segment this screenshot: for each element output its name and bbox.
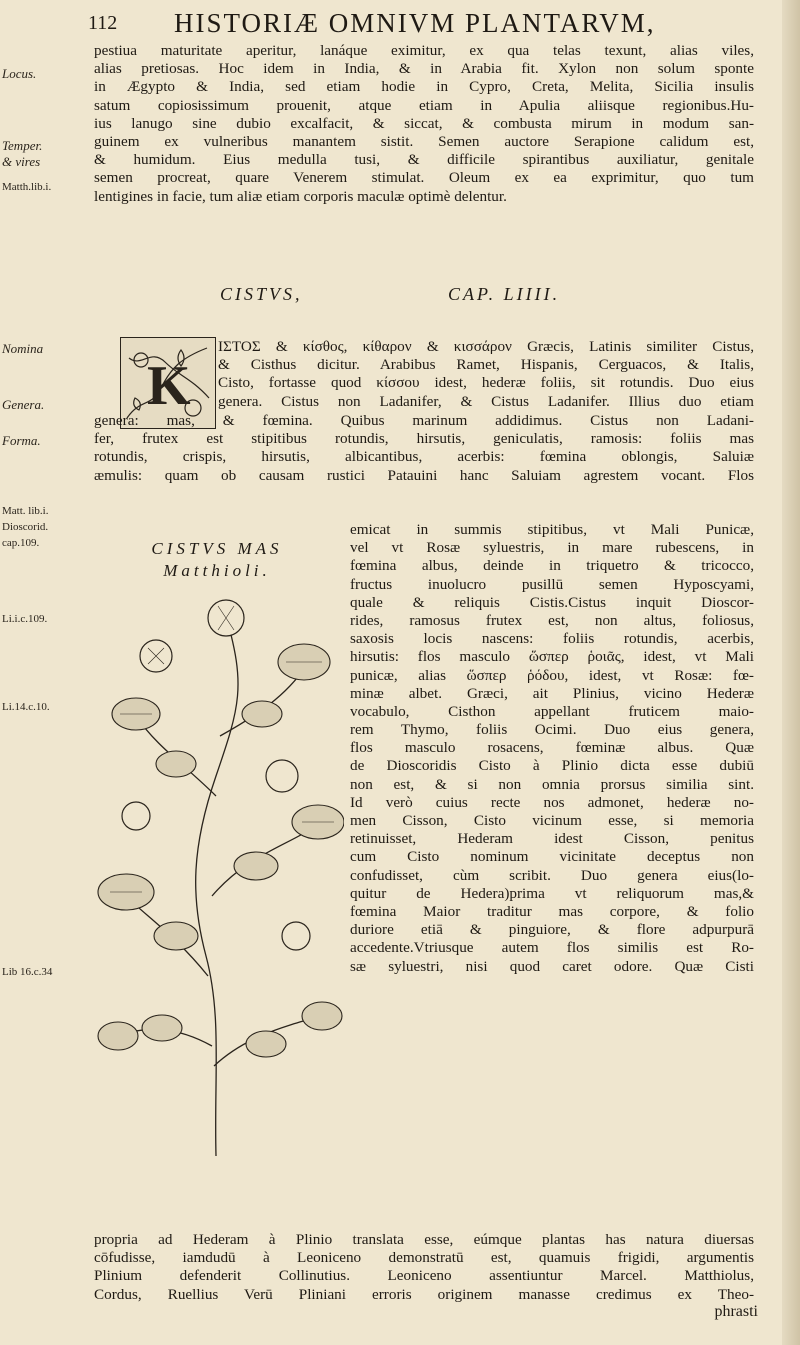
text-line: punicæ, alias ὥσπερ ῥόδου, idest, vt Rosæ: fœ- bbox=[350, 666, 754, 684]
margin-note-matth-lib: Matth.lib.i. bbox=[2, 181, 52, 193]
catchword: phrasti bbox=[714, 1303, 758, 1320]
body-paragraph-full bbox=[94, 412, 754, 485]
text-line: hirsutis: flos masculo ὥσπερ ῥοιᾶς, idest, vt Mali bbox=[350, 648, 754, 666]
margin-note-cap: cap.109. bbox=[2, 537, 40, 549]
text-line: cum Cisto nominum vicinitate deceptus non bbox=[350, 848, 754, 866]
text-line: rem Thymo, foliis Ocimi. Duo eius genera, bbox=[350, 721, 754, 739]
text-line: accedente.Vtriusque autem flos similis est Ro- bbox=[350, 939, 754, 957]
text-line: rides, ramosus frutex est, non altus, foliosus, bbox=[350, 611, 754, 629]
text-line: cōfudisse, iamdudū à Leoniceno demonstratū est, quamuis frigidi, argumentis bbox=[94, 1249, 754, 1267]
text-line: vel vt Rosæ syluestris, in mare rubescens, in bbox=[350, 539, 754, 557]
margin-note-vires: & vires bbox=[2, 154, 41, 169]
text-line: flos masculo rosacens, fœminæ albus. Quæ bbox=[350, 739, 754, 757]
text-line: de Dioscoridis Cisto à Plinio dicta esse dubiū bbox=[350, 757, 754, 775]
text-line: saxosis locis nascens: foliis rotundis, acerbis, bbox=[350, 630, 754, 648]
margin-note-matt-lib: Matt. lib.i. bbox=[2, 505, 49, 517]
text-line: genera. Cistus non Ladanifer, & Cistus Ladanifer. Illius duo etiam bbox=[218, 392, 754, 410]
text-line: fer, frutex est stipitibus rotundis, hirsutis, geniculatis, ramosis: foliis mas bbox=[94, 430, 754, 448]
initial-letter: K bbox=[147, 355, 191, 417]
figure-caption bbox=[92, 538, 342, 582]
text-line: genera: mas, & fœmina. Quibus marinum addidimus. Cistus non Ladani- bbox=[94, 412, 754, 429]
margin-note-genera: Genera. bbox=[2, 397, 45, 412]
chapter-heading bbox=[220, 284, 580, 306]
body-paragraph-bottom bbox=[94, 1231, 754, 1304]
text-line: alias pretiosas. Hoc idem in India, & in Arabia fit. Xylon non solum sponte bbox=[94, 60, 754, 78]
text-line: Cisto, fortasse quod κίσσου idest, hederæ foliis, sit rotundis. Duo eius bbox=[218, 374, 754, 392]
text-line: semen procreat, quare Venerem stimulat. Oleum ex ea exprimitur, quo tum bbox=[94, 169, 754, 187]
margin-note-li14: Li.14.c.10. bbox=[2, 701, 50, 713]
text-line: fructus inuolucro pusillū semen Hyposcyami, bbox=[350, 575, 754, 593]
text-line: retinuisset, Hederam idest Cisson, penitus bbox=[350, 830, 754, 848]
text-line: non est, & si non omnia prorsus similia sint. bbox=[350, 775, 754, 793]
cistus-plant-icon bbox=[96, 596, 344, 1170]
text-line: quale & reliquis Cistis.Cistus inquit Dioscor- bbox=[350, 593, 754, 611]
margin-note-temper: Temper. bbox=[2, 138, 43, 153]
text-line: ΙΣΤΟΣ & κίσθος, κίθαρον & κισσάρον Græcis, Latinis similiter Cistus, bbox=[218, 338, 754, 355]
text-line: ius lanugo sine dubio excalfacit, & siccat, & combusta mirum in modum san- bbox=[94, 114, 754, 132]
margin-note-li-i-c109: Li.i.c.109. bbox=[2, 613, 48, 625]
text-line: æmulis: quam ob causam rustici Patauini hanc Saluiam agrestem vocant. Flos bbox=[94, 466, 754, 484]
text-line: quitur de Hedera)prima vt reliquorum mas,& bbox=[350, 884, 754, 902]
text-line: emicat in summis stipitibus, vt Mali Punicæ, bbox=[350, 521, 754, 538]
caption-title: CISTVS MAS bbox=[151, 539, 283, 558]
running-head: HISTORIÆ OMNIVM PLANTARVM, bbox=[174, 8, 656, 38]
margin-note-lib16: Lib 16.c.34 bbox=[2, 966, 53, 978]
margin-note-locus: Locus. bbox=[2, 66, 37, 81]
body-paragraph-upper bbox=[218, 338, 754, 411]
text-line: & humidum. Eius medulla tusi, & difficile spirantibus auxiliatur, genitale bbox=[94, 151, 754, 169]
text-line: rotundis, crispis, hirsutis, albicantibus, acerbis: fœmina oblongis, Saluiæ bbox=[94, 448, 754, 466]
text-line: guinem ex vulneribus manantem sistit. Semen auctore Serapione calidum est, bbox=[94, 132, 754, 150]
body-paragraph-right bbox=[350, 521, 754, 976]
text-line: fœmina albus, deinde in triquetro & tricocco, bbox=[350, 557, 754, 575]
text-line: Id verò cuius recte nos admonet, hederæ no- bbox=[350, 793, 754, 811]
text-line: & Cisthus dicitur. Arabibus Ramet, Hispanis, Cerguacos, & Italis, bbox=[218, 356, 754, 374]
text-line: Plinium defenderit Collinutius. Leoniceno assentiuntur Marcel. Matthiolus, bbox=[94, 1267, 754, 1285]
cistus-woodcut-illustration bbox=[96, 596, 344, 1170]
page-edge bbox=[782, 0, 800, 1345]
text-line: Cordus, Ruellius Verū Pliniani erroris originem manasse credimus ex Theo- bbox=[94, 1285, 754, 1303]
text-line: confudisset, cùm scribit. Duo genera eius(lo- bbox=[350, 866, 754, 884]
text-line: duriore etiā & pinguiore, & flore adpurpurā bbox=[350, 921, 754, 939]
text-line: vocabulo, Cisthon appellant fruticem maio- bbox=[350, 702, 754, 720]
chapter-title: CISTVS, bbox=[220, 284, 303, 304]
caption-author: Matthioli. bbox=[163, 561, 271, 580]
text-line: minæ albet. Græci, ait Plinius, vicino Hederæ bbox=[350, 684, 754, 702]
text-line: fœmina Maior traditur mas corpore, & folio bbox=[350, 902, 754, 920]
text-line: satum copiosissimum prouenit, atque etiam in Apulia aliisque regionibus.Hu- bbox=[94, 96, 754, 114]
text-line: propria ad Hederam à Plinio translata esse, eúmque plantas has natura diuersas bbox=[94, 1231, 754, 1248]
folio-number: 112 bbox=[88, 12, 118, 34]
margin-note-dioscorid: Dioscorid. bbox=[2, 521, 49, 533]
page-header bbox=[88, 8, 748, 42]
text-line: pestiua maturitate aperitur, lanáque eximitur, ex qua telas texunt, alias viles, bbox=[94, 42, 754, 59]
text-line: in Ægypto & India, sed etiam hodie in Cypro, Creta, Melita, Sicilia insulis bbox=[94, 78, 754, 96]
margin-note-forma: Forma. bbox=[2, 433, 41, 448]
margin-note-nomina: Nomina bbox=[2, 341, 44, 356]
chapter-number: CAP. LIIII. bbox=[448, 284, 561, 304]
text-line: men Cisson, Cisto vicinum esse, si memoria bbox=[350, 812, 754, 829]
text-line: sæ syluestri, nisi quod caret odore. Quæ Cisti bbox=[350, 957, 754, 975]
top-paragraph bbox=[94, 42, 754, 206]
text-line: lentigines in facie, tum aliæ etiam corporis maculæ optimè delentur. bbox=[94, 187, 507, 205]
